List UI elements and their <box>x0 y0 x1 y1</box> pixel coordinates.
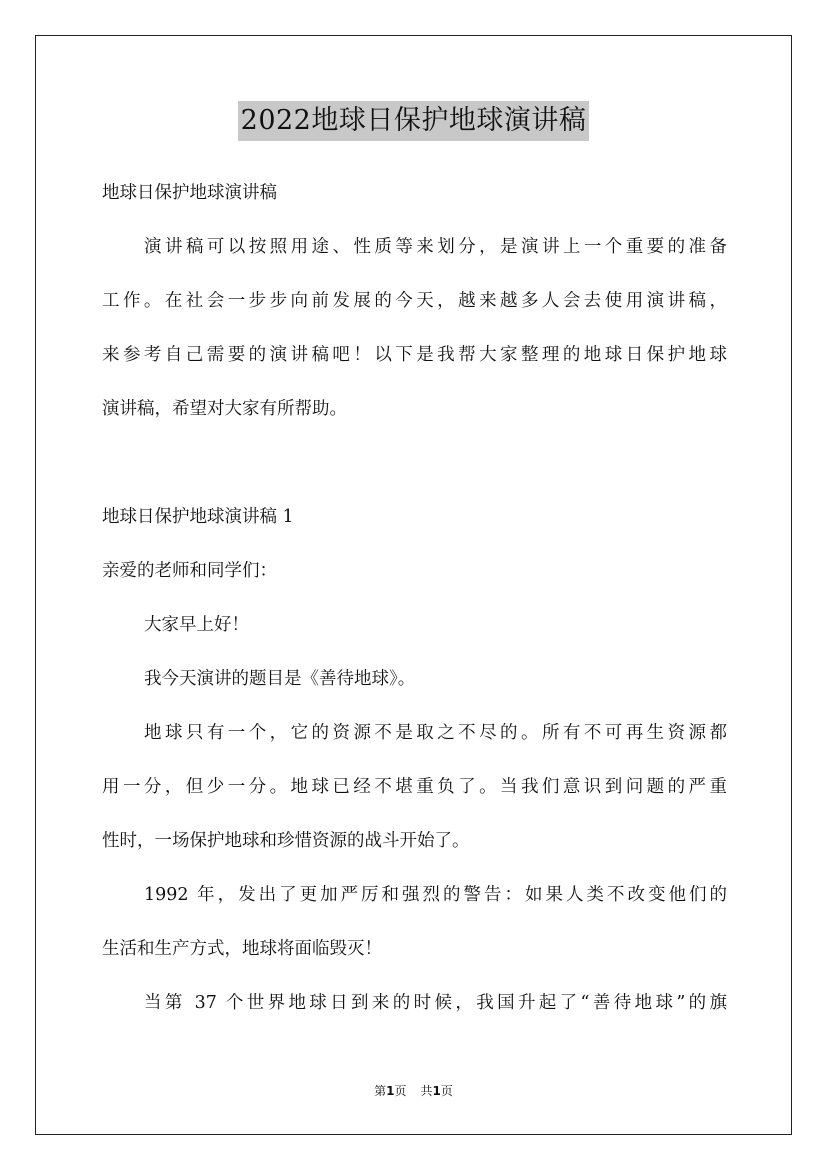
page-current: 1 <box>386 1084 395 1098</box>
paragraph-line: 1992 年，发出了更加严厉和强烈的警告：如果人类不改变他们的 <box>144 885 727 905</box>
paragraph-line: 生活和生产方式，地球将面临毁灭！ <box>102 939 382 959</box>
paragraph-line: 工作。在社会一步步向前发展的今天，越来越多人会去使用演讲稿， <box>102 291 727 311</box>
document-title: 2022地球日保护地球演讲稿 <box>238 101 590 141</box>
page-suffix: 页 <box>394 1084 407 1098</box>
page-prefix: 第 <box>374 1084 387 1098</box>
paragraph-line: 用一分，但少一分。地球已经不堪重负了。当我们意识到问题的严重 <box>102 777 727 797</box>
speech-topic: 我今天演讲的题目是《善待地球》。 <box>144 669 416 689</box>
salutation: 亲爱的老师和同学们： <box>102 561 277 581</box>
paragraph-line: 演讲稿，希望对大家有所帮助。 <box>102 399 347 419</box>
paragraph-line: 演讲稿可以按照用途、性质等来划分，是演讲上一个重要的准备 <box>144 237 727 257</box>
total-suffix: 页 <box>440 1084 453 1098</box>
section-heading-intro: 地球日保护地球演讲稿 <box>102 183 277 203</box>
greeting: 大家早上好！ <box>144 615 249 635</box>
total-prefix: 共 <box>420 1084 433 1098</box>
title-container <box>0 101 827 141</box>
paragraph-line: 地球只有一个，它的资源不是取之不尽的。所有不可再生资源都 <box>144 723 727 743</box>
page-footer <box>0 1082 827 1100</box>
paragraph-line: 来参考自己需要的演讲稿吧！以下是我帮大家整理的地球日保护地球 <box>102 345 727 365</box>
paragraph-line: 性时，一场保护地球和珍惜资源的战斗开始了。 <box>102 831 470 851</box>
paragraph-line: 当第 37 个世界地球日到来的时候，我国升起了“善待地球”的旗 <box>144 993 727 1013</box>
page-total: 1 <box>432 1084 441 1098</box>
section-heading-speech-1: 地球日保护地球演讲稿 1 <box>102 507 294 527</box>
